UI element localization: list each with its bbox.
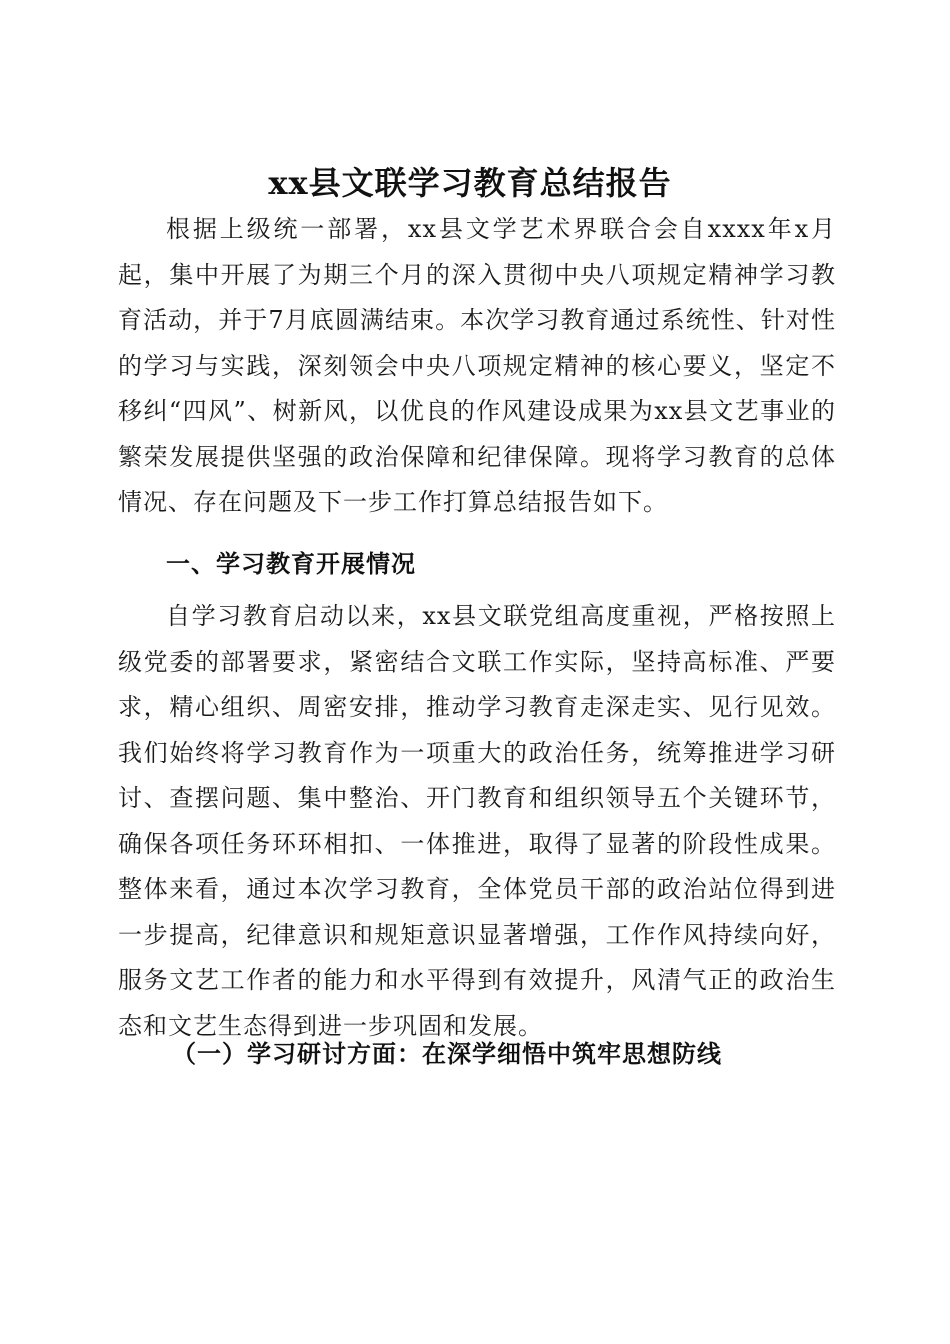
document-title: xx县文联学习教育总结报告	[268, 164, 672, 203]
section-heading-1: 一、学习教育开展情况	[166, 550, 416, 578]
section-1-paragraph: 自学习教育启动以来，xx县文联党组高度重视，严格按照上级党委的部署要求，紧密结合文联工作实际，坚持高标准、严要求，精心组织、周密安排，推动学习教育走深走实、见行见效。我们始终将学习教育作为一项重大的政治任务，统筹推进学习研讨、查摆问题、集中整治、开门教育和组织领导五个关键环节，确保各项任务环环相扣、一体推进，取得了显著的阶段性成果。整体来看，通过本次学习教育，全体党员干部的政治站位得到进一步提高，纪律意识和规矩意识显著增强，工作作风持续向好，服务文艺工作者的能力和水平得到有效提升，风清气正的政治生态和文艺生态得到进一步巩固和发展。	[118, 602, 836, 1040]
intro-paragraph: 根据上级统一部署，xx县文学艺术界联合会自xxxx年x月起，集中开展了为期三个月的深入贯彻中央八项规定精神学习教育活动，并于7月底圆满结束。本次学习教育通过系统性、针对性的学习与实践，深刻领会中央八项规定精神的核心要义，坚定不移纠“四风”、树新风，以优良的作风建设成果为xx县文艺事业的繁荣发展提供坚强的政治保障和纪律保障。现将学习教育的总体情况、存在问题及下一步工作打算总结报告如下。	[118, 215, 836, 516]
subsection-heading-1: （一）学习研讨方面：在深学细悟中筑牢思想防线	[172, 1039, 722, 1068]
